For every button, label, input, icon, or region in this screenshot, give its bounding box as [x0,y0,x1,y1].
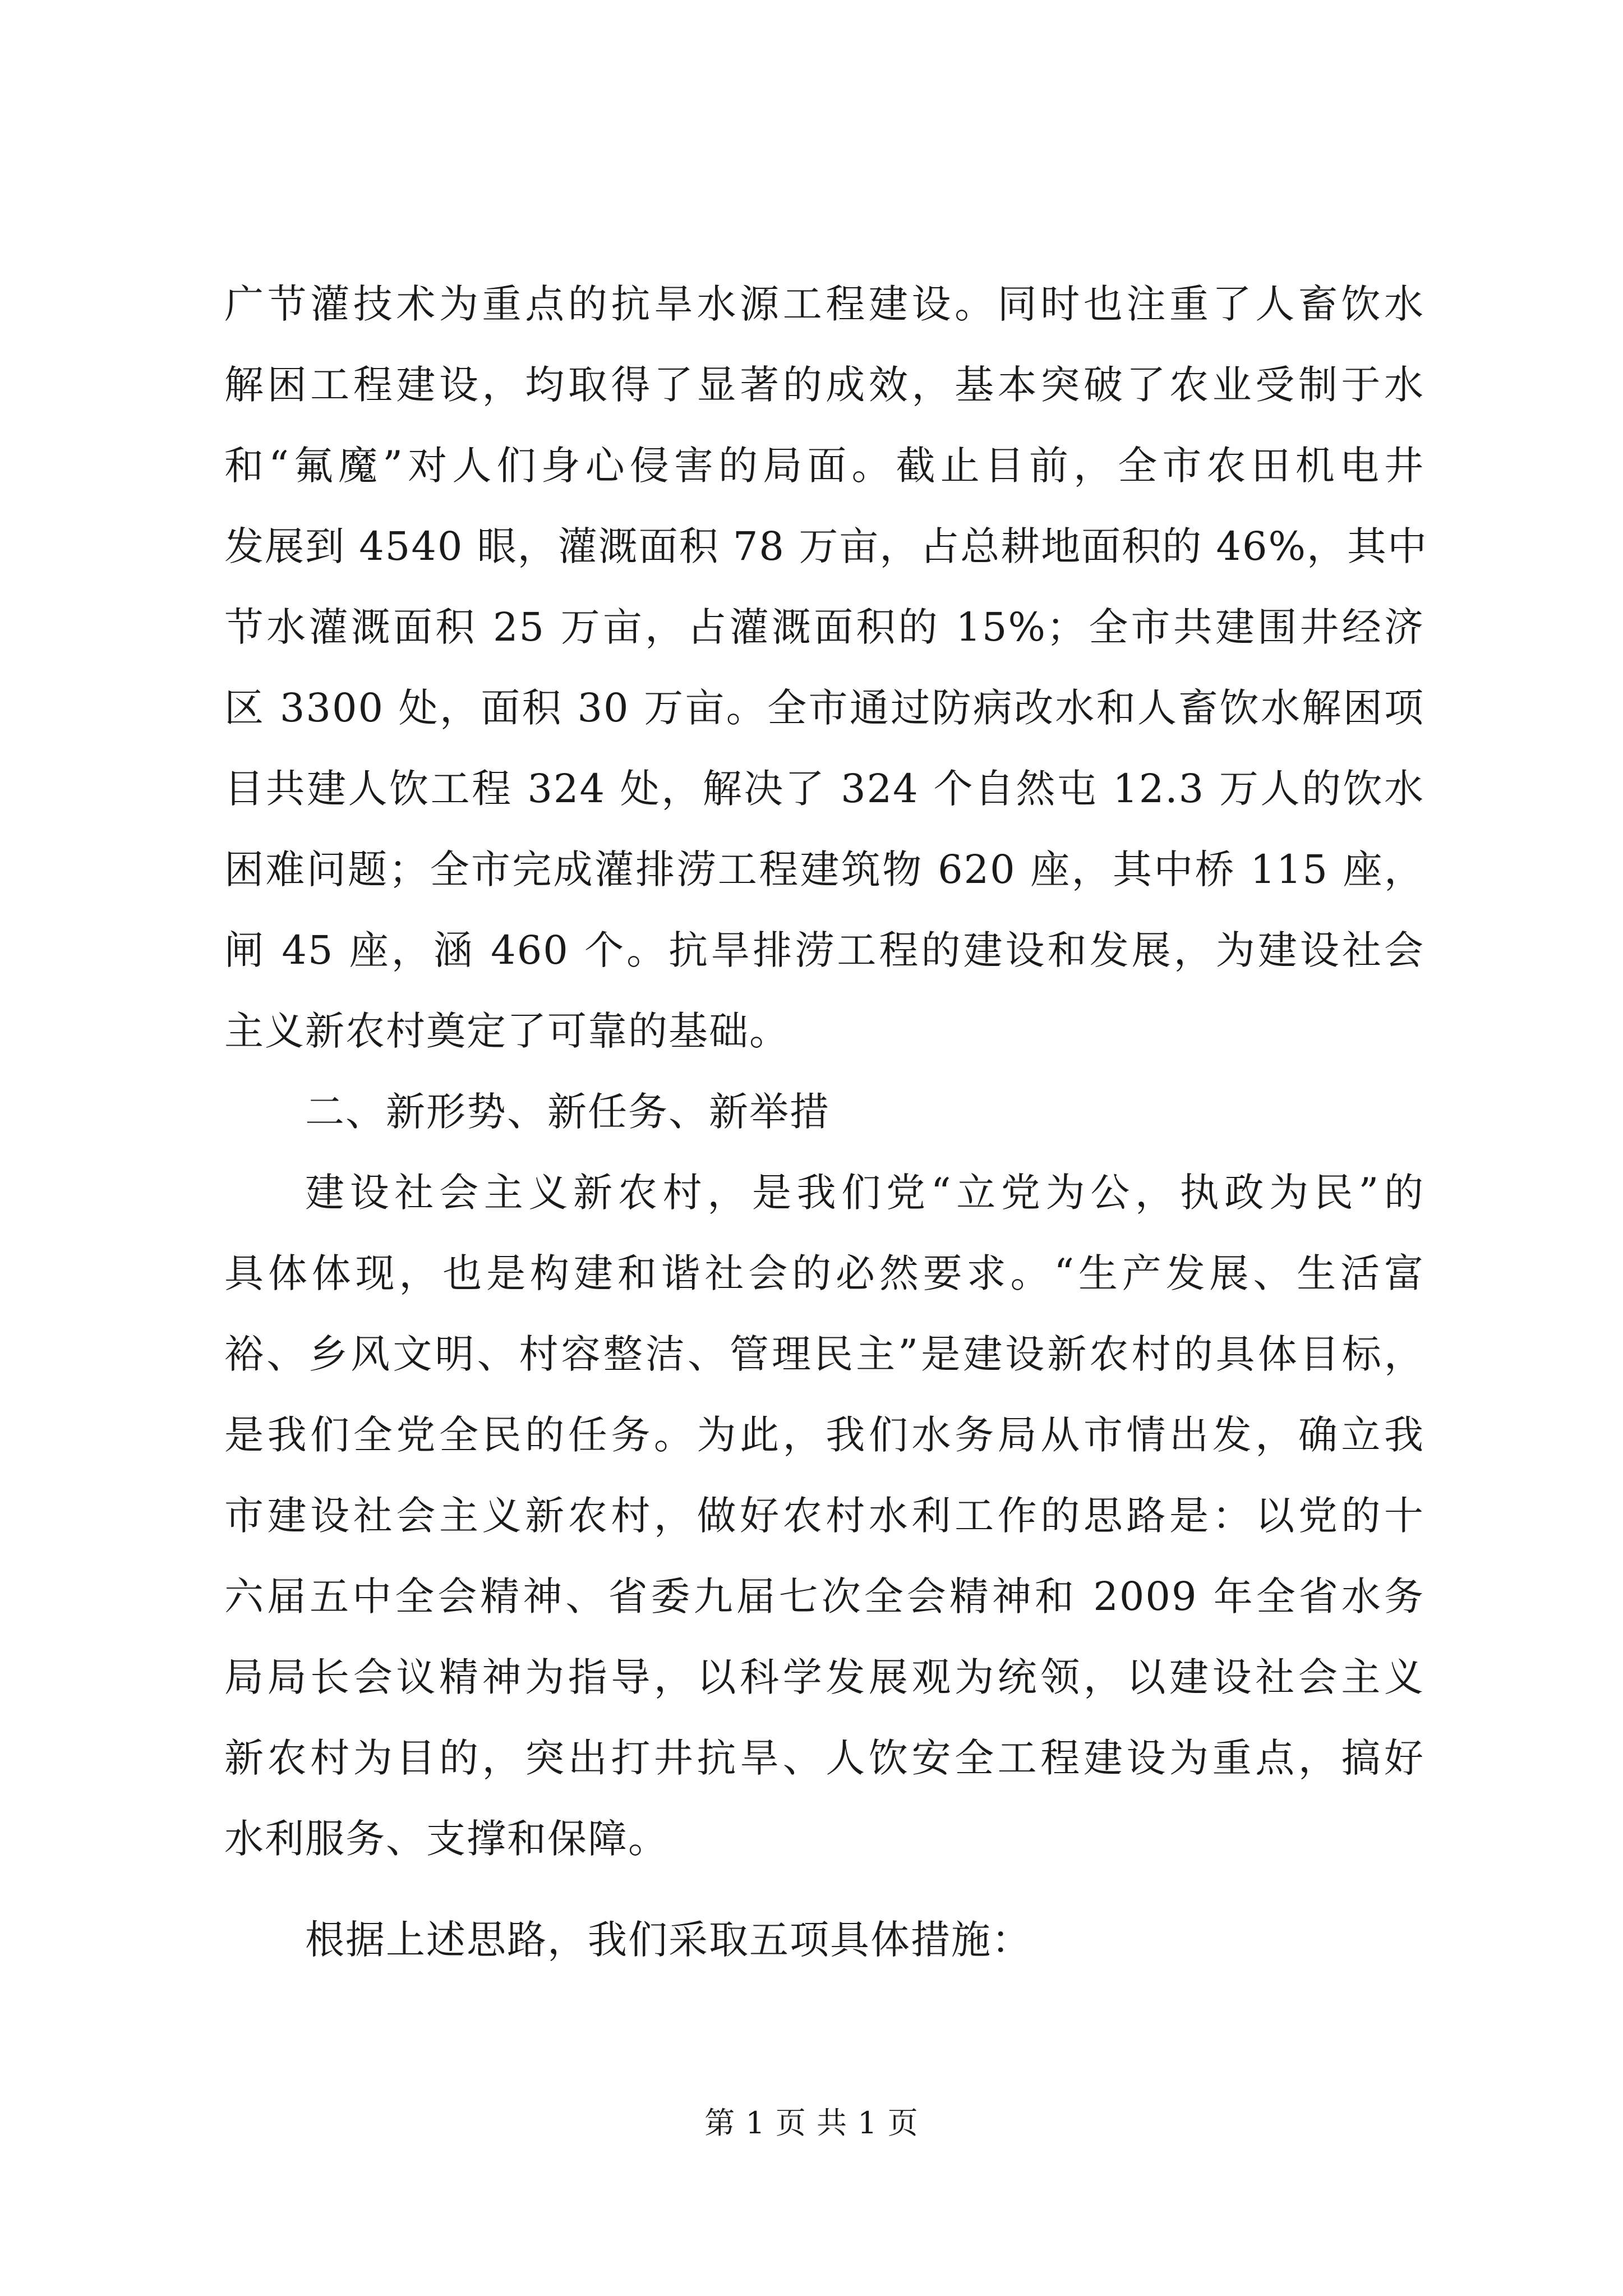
text-line: 广节灌技术为重点的抗旱水源工程建设。同时也注重了人畜饮水 [224,281,1424,327]
text-line: 裕、乡风文明、村容整洁、管理民主”是建设新农村的具体目标， [224,1331,1424,1377]
text-line: 水利服务、支撑和保障。 [224,1816,668,1862]
text-line: 市建设社会主义新农村，做好农村水利工作的思路是：以党的十 [224,1493,1424,1539]
text-line: 六届五中全会精神、省委九届七次全会精神和 2009 年全省水务 [224,1573,1424,1619]
text-line: 是我们全党全民的任务。为此，我们水务局从市情出发，确立我 [224,1412,1424,1458]
document-body [224,264,1428,1980]
text-line: 新农村为目的，突出打井抗旱、人饮安全工程建设为重点，搞好 [224,1735,1424,1781]
text-line: 闸 45 座，涵 460 个。抗旱排涝工程的建设和发展，为建设社会 [224,927,1424,973]
text-line: 和“氟魔”对人们身心侵害的局面。截止目前，全市农田机电井 [224,443,1424,489]
page-footer: 第 1 页 共 1 页 [704,2105,919,2141]
text-line: 困难问题；全市完成灌排涝工程建筑物 620 座，其中桥 115 座， [224,846,1424,892]
text-line: 具体体现，也是构建和谐社会的必然要求。“生产发展、生活富 [224,1250,1424,1296]
text-line: 区 3300 处，面积 30 万亩。全市通过防病改水和人畜饮水解困项 [224,685,1424,731]
text-line: 局局长会议精神为指导，以科学发展观为统领，以建设社会主义 [224,1654,1424,1700]
text-line: 解困工程建设，均取得了显著的成效，基本突破了农业受制于水 [224,362,1424,408]
text-line: 建设社会主义新农村，是我们党“立党为公，执政为民”的 [305,1170,1424,1216]
text-line: 节水灌溉面积 25 万亩，占灌溉面积的 15%；全市共建围井经济 [224,604,1424,650]
text-line: 目共建人饮工程 324 处，解决了 324 个自然屯 12.3 万人的饮水 [224,766,1424,812]
text-line: 发展到 4540 眼，灌溉面积 78 万亩，占总耕地面积的 46%，其中 [224,523,1428,569]
text-line: 主义新农村奠定了可靠的基础。 [224,1008,790,1054]
section-heading: 二、新形势、新任务、新举措 [305,1089,830,1135]
text-line: 根据上述思路，我们采取五项具体措施： [305,1917,1032,1963]
